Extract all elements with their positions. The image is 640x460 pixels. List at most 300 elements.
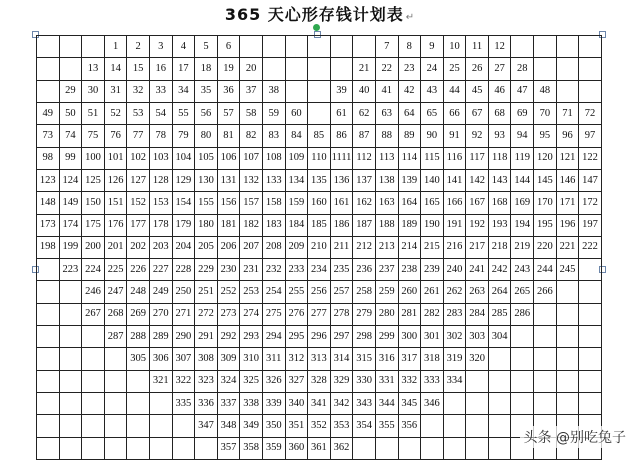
table-cell[interactable] bbox=[511, 370, 534, 392]
table-cell[interactable]: 13 bbox=[82, 58, 105, 80]
table-cell[interactable]: 40 bbox=[353, 80, 376, 102]
table-cell[interactable] bbox=[556, 393, 579, 415]
table-cell[interactable]: 276 bbox=[285, 303, 308, 325]
table-cell[interactable] bbox=[37, 303, 60, 325]
table-cell[interactable]: 15 bbox=[127, 58, 150, 80]
table-cell[interactable]: 162 bbox=[353, 192, 376, 214]
table-cell[interactable]: 18 bbox=[195, 58, 218, 80]
table-cell[interactable]: 362 bbox=[330, 437, 353, 459]
table-cell[interactable]: 323 bbox=[195, 370, 218, 392]
table-cell[interactable]: 349 bbox=[240, 415, 263, 437]
table-cell[interactable]: 172 bbox=[579, 192, 602, 214]
table-cell[interactable]: 303 bbox=[466, 326, 489, 348]
table-cell[interactable]: 58 bbox=[240, 102, 263, 124]
table-cell[interactable]: 32 bbox=[127, 80, 150, 102]
table-cell[interactable]: 86 bbox=[330, 125, 353, 147]
table-cell[interactable]: 163 bbox=[375, 192, 398, 214]
table-cell[interactable]: 244 bbox=[534, 259, 557, 281]
table-cell[interactable]: 357 bbox=[217, 437, 240, 459]
table-cell[interactable]: 350 bbox=[262, 415, 285, 437]
table-cell[interactable]: 313 bbox=[308, 348, 331, 370]
table-cell[interactable]: 81 bbox=[217, 125, 240, 147]
table-cell[interactable]: 322 bbox=[172, 370, 195, 392]
table-cell[interactable] bbox=[104, 437, 127, 459]
table-cell[interactable]: 223 bbox=[59, 259, 82, 281]
table-cell[interactable]: 299 bbox=[375, 326, 398, 348]
table-cell[interactable]: 48 bbox=[534, 80, 557, 102]
table-cell[interactable] bbox=[37, 370, 60, 392]
table-cell[interactable]: 241 bbox=[466, 259, 489, 281]
table-cell[interactable]: 195 bbox=[534, 214, 557, 236]
table-cell[interactable] bbox=[353, 36, 376, 58]
table-cell[interactable]: 314 bbox=[330, 348, 353, 370]
table-cell[interactable]: 251 bbox=[195, 281, 218, 303]
table-cell[interactable]: 332 bbox=[398, 370, 421, 392]
table-cell[interactable] bbox=[556, 348, 579, 370]
table-cell[interactable]: 131 bbox=[217, 169, 240, 191]
table-cell[interactable] bbox=[511, 348, 534, 370]
table-cell[interactable]: 46 bbox=[488, 80, 511, 102]
table-cell[interactable]: 30 bbox=[82, 80, 105, 102]
table-cell[interactable]: 268 bbox=[104, 303, 127, 325]
table-cell[interactable]: 57 bbox=[217, 102, 240, 124]
table-cell[interactable] bbox=[59, 58, 82, 80]
table-cell[interactable]: 70 bbox=[534, 102, 557, 124]
table-cell[interactable]: 168 bbox=[488, 192, 511, 214]
table-cell[interactable]: 176 bbox=[104, 214, 127, 236]
table-cell[interactable]: 88 bbox=[375, 125, 398, 147]
table-cell[interactable] bbox=[59, 415, 82, 437]
table-cell[interactable]: 114 bbox=[398, 147, 421, 169]
table-cell[interactable]: 246 bbox=[82, 281, 105, 303]
table-cell[interactable] bbox=[534, 303, 557, 325]
table-cell[interactable]: 69 bbox=[511, 102, 534, 124]
table-cell[interactable]: 79 bbox=[172, 125, 195, 147]
table-cell[interactable] bbox=[398, 437, 421, 459]
table-cell[interactable]: 216 bbox=[443, 236, 466, 258]
table-cell[interactable]: 194 bbox=[511, 214, 534, 236]
table-cell[interactable]: 170 bbox=[534, 192, 557, 214]
table-cell[interactable]: 133 bbox=[262, 169, 285, 191]
table-cell[interactable]: 156 bbox=[217, 192, 240, 214]
table-cell[interactable]: 100 bbox=[82, 147, 105, 169]
table-cell[interactable] bbox=[534, 393, 557, 415]
table-cell[interactable]: 123 bbox=[37, 169, 60, 191]
table-cell[interactable]: 290 bbox=[172, 326, 195, 348]
table-cell[interactable] bbox=[37, 80, 60, 102]
table-cell[interactable]: 297 bbox=[330, 326, 353, 348]
table-cell[interactable] bbox=[421, 415, 444, 437]
table-cell[interactable]: 273 bbox=[217, 303, 240, 325]
table-cell[interactable]: 10 bbox=[443, 36, 466, 58]
table-cell[interactable]: 227 bbox=[149, 259, 172, 281]
table-cell[interactable] bbox=[104, 393, 127, 415]
table-cell[interactable]: 106 bbox=[217, 147, 240, 169]
table-cell[interactable]: 92 bbox=[466, 125, 489, 147]
table-cell[interactable]: 171 bbox=[556, 192, 579, 214]
table-cell[interactable]: 27 bbox=[488, 58, 511, 80]
table-cell[interactable]: 186 bbox=[330, 214, 353, 236]
table-cell[interactable] bbox=[488, 415, 511, 437]
table-cell[interactable]: 348 bbox=[217, 415, 240, 437]
table-cell[interactable]: 295 bbox=[285, 326, 308, 348]
table-cell[interactable]: 358 bbox=[240, 437, 263, 459]
table-cell[interactable] bbox=[37, 259, 60, 281]
table-cell[interactable]: 309 bbox=[217, 348, 240, 370]
table-cell[interactable]: 157 bbox=[240, 192, 263, 214]
table-cell[interactable]: 55 bbox=[172, 102, 195, 124]
table-cell[interactable]: 235 bbox=[330, 259, 353, 281]
table-cell[interactable]: 218 bbox=[488, 236, 511, 258]
table-cell[interactable]: 76 bbox=[104, 125, 127, 147]
table-cell[interactable]: 360 bbox=[285, 437, 308, 459]
table-cell[interactable]: 142 bbox=[466, 169, 489, 191]
table-cell[interactable]: 178 bbox=[149, 214, 172, 236]
table-cell[interactable]: 302 bbox=[443, 326, 466, 348]
table-cell[interactable]: 36 bbox=[217, 80, 240, 102]
table-cell[interactable]: 1 bbox=[104, 36, 127, 58]
table-cell[interactable]: 16 bbox=[149, 58, 172, 80]
table-cell[interactable]: 236 bbox=[353, 259, 376, 281]
table-cell[interactable]: 278 bbox=[330, 303, 353, 325]
table-cell[interactable]: 77 bbox=[127, 125, 150, 147]
table-cell[interactable]: 184 bbox=[285, 214, 308, 236]
table-cell[interactable]: 274 bbox=[240, 303, 263, 325]
table-cell[interactable]: 258 bbox=[353, 281, 376, 303]
table-cell[interactable]: 183 bbox=[262, 214, 285, 236]
table-cell[interactable] bbox=[37, 437, 60, 459]
table-cell[interactable] bbox=[579, 259, 602, 281]
table-cell[interactable] bbox=[104, 415, 127, 437]
table-cell[interactable]: 144 bbox=[511, 169, 534, 191]
table-cell[interactable]: 129 bbox=[172, 169, 195, 191]
table-cell[interactable]: 343 bbox=[353, 393, 376, 415]
table-cell[interactable]: 177 bbox=[127, 214, 150, 236]
table-cell[interactable]: 116 bbox=[443, 147, 466, 169]
table-cell[interactable]: 78 bbox=[149, 125, 172, 147]
savings-plan-table[interactable] bbox=[36, 35, 602, 460]
table-cell[interactable] bbox=[488, 348, 511, 370]
table-cell[interactable] bbox=[82, 348, 105, 370]
table-cell[interactable]: 161 bbox=[330, 192, 353, 214]
table-cell[interactable]: 51 bbox=[82, 102, 105, 124]
table-cell[interactable]: 127 bbox=[127, 169, 150, 191]
table-cell[interactable]: 215 bbox=[421, 236, 444, 258]
table-cell[interactable]: 134 bbox=[285, 169, 308, 191]
table-cell[interactable] bbox=[556, 80, 579, 102]
table-cell[interactable] bbox=[466, 370, 489, 392]
table-cell[interactable]: 153 bbox=[149, 192, 172, 214]
table-cell[interactable]: 294 bbox=[262, 326, 285, 348]
table-cell[interactable]: 71 bbox=[556, 102, 579, 124]
table-cell[interactable]: 117 bbox=[466, 147, 489, 169]
table-cell[interactable]: 99 bbox=[59, 147, 82, 169]
table-cell[interactable]: 167 bbox=[466, 192, 489, 214]
table-cell[interactable]: 263 bbox=[466, 281, 489, 303]
table-cell[interactable]: 28 bbox=[511, 58, 534, 80]
table-cell[interactable]: 341 bbox=[308, 393, 331, 415]
table-cell[interactable]: 35 bbox=[195, 80, 218, 102]
table-cell[interactable]: 14 bbox=[104, 58, 127, 80]
table-cell[interactable]: 104 bbox=[172, 147, 195, 169]
table-cell[interactable]: 243 bbox=[511, 259, 534, 281]
table-cell[interactable]: 250 bbox=[172, 281, 195, 303]
table-cell[interactable]: 237 bbox=[375, 259, 398, 281]
table-cell[interactable]: 196 bbox=[556, 214, 579, 236]
table-cell[interactable]: 318 bbox=[421, 348, 444, 370]
table-cell[interactable]: 97 bbox=[579, 125, 602, 147]
table-cell[interactable] bbox=[421, 437, 444, 459]
table-cell[interactable] bbox=[556, 370, 579, 392]
table-cell[interactable]: 152 bbox=[127, 192, 150, 214]
table-cell[interactable]: 330 bbox=[353, 370, 376, 392]
table-cell[interactable]: 185 bbox=[308, 214, 331, 236]
table-cell[interactable]: 44 bbox=[443, 80, 466, 102]
table-cell[interactable]: 305 bbox=[127, 348, 150, 370]
table-cell[interactable] bbox=[330, 58, 353, 80]
table-cell[interactable]: 113 bbox=[375, 147, 398, 169]
table-cell[interactable]: 64 bbox=[398, 102, 421, 124]
table-cell[interactable]: 53 bbox=[127, 102, 150, 124]
table-cell[interactable]: 220 bbox=[534, 236, 557, 258]
table-cell[interactable]: 105 bbox=[195, 147, 218, 169]
table-cell[interactable] bbox=[308, 80, 331, 102]
table-cell[interactable]: 128 bbox=[149, 169, 172, 191]
table-cell[interactable]: 39 bbox=[330, 80, 353, 102]
table-cell[interactable] bbox=[262, 58, 285, 80]
table-cell[interactable] bbox=[127, 415, 150, 437]
table-cell[interactable]: 87 bbox=[353, 125, 376, 147]
table-cell[interactable] bbox=[37, 36, 60, 58]
table-cell[interactable] bbox=[488, 393, 511, 415]
table-cell[interactable]: 130 bbox=[195, 169, 218, 191]
table-cell[interactable]: 107 bbox=[240, 147, 263, 169]
table-cell[interactable]: 137 bbox=[353, 169, 376, 191]
table-cell[interactable]: 327 bbox=[285, 370, 308, 392]
table-cell[interactable]: 11 bbox=[466, 36, 489, 58]
table-cell[interactable]: 52 bbox=[104, 102, 127, 124]
table-cell[interactable]: 180 bbox=[195, 214, 218, 236]
table-cell[interactable]: 188 bbox=[375, 214, 398, 236]
table-cell[interactable]: 354 bbox=[353, 415, 376, 437]
table-cell[interactable] bbox=[82, 393, 105, 415]
table-cell[interactable]: 34 bbox=[172, 80, 195, 102]
table-cell[interactable]: 233 bbox=[285, 259, 308, 281]
table-cell[interactable]: 159 bbox=[285, 192, 308, 214]
table-cell[interactable]: 147 bbox=[579, 169, 602, 191]
table-cell[interactable]: 285 bbox=[488, 303, 511, 325]
table-cell[interactable] bbox=[195, 437, 218, 459]
table-cell[interactable]: 262 bbox=[443, 281, 466, 303]
table-cell[interactable]: 201 bbox=[104, 236, 127, 258]
table-cell[interactable]: 68 bbox=[488, 102, 511, 124]
table-cell[interactable]: 23 bbox=[398, 58, 421, 80]
table-cell[interactable]: 345 bbox=[398, 393, 421, 415]
table-cell[interactable] bbox=[466, 393, 489, 415]
table-cell[interactable]: 63 bbox=[375, 102, 398, 124]
table-cell[interactable]: 175 bbox=[82, 214, 105, 236]
table-cell[interactable] bbox=[443, 437, 466, 459]
table-cell[interactable]: 192 bbox=[466, 214, 489, 236]
table-cell[interactable]: 352 bbox=[308, 415, 331, 437]
table-cell[interactable]: 155 bbox=[195, 192, 218, 214]
table-cell[interactable]: 260 bbox=[398, 281, 421, 303]
table-cell[interactable] bbox=[511, 36, 534, 58]
table-cell[interactable]: 102 bbox=[127, 147, 150, 169]
table-cell[interactable]: 347 bbox=[195, 415, 218, 437]
table-cell[interactable]: 61 bbox=[330, 102, 353, 124]
table-cell[interactable]: 247 bbox=[104, 281, 127, 303]
table-cell[interactable] bbox=[262, 36, 285, 58]
table-cell[interactable]: 280 bbox=[375, 303, 398, 325]
table-cell[interactable]: 62 bbox=[353, 102, 376, 124]
table-cell[interactable] bbox=[579, 326, 602, 348]
table-cell[interactable]: 286 bbox=[511, 303, 534, 325]
table-cell[interactable]: 54 bbox=[149, 102, 172, 124]
table-cell[interactable]: 316 bbox=[375, 348, 398, 370]
table-cell[interactable] bbox=[59, 36, 82, 58]
table-cell[interactable]: 279 bbox=[353, 303, 376, 325]
table-cell[interactable]: 121 bbox=[556, 147, 579, 169]
table-cell[interactable]: 47 bbox=[511, 80, 534, 102]
table-cell[interactable]: 256 bbox=[308, 281, 331, 303]
table-cell[interactable]: 255 bbox=[285, 281, 308, 303]
table-cell[interactable] bbox=[82, 370, 105, 392]
table-cell[interactable]: 151 bbox=[104, 192, 127, 214]
table-cell[interactable]: 166 bbox=[443, 192, 466, 214]
table-cell[interactable]: 289 bbox=[149, 326, 172, 348]
table-cell[interactable]: 143 bbox=[488, 169, 511, 191]
table-cell[interactable]: 224 bbox=[82, 259, 105, 281]
table-cell[interactable]: 75 bbox=[82, 125, 105, 147]
table-cell[interactable] bbox=[556, 326, 579, 348]
table-cell[interactable] bbox=[59, 437, 82, 459]
table-cell[interactable] bbox=[579, 80, 602, 102]
table-cell[interactable]: 225 bbox=[104, 259, 127, 281]
table-cell[interactable]: 221 bbox=[556, 236, 579, 258]
table-cell[interactable]: 245 bbox=[556, 259, 579, 281]
table-cell[interactable]: 315 bbox=[353, 348, 376, 370]
table-cell[interactable] bbox=[104, 370, 127, 392]
table-cell[interactable]: 214 bbox=[398, 236, 421, 258]
table-cell[interactable] bbox=[285, 58, 308, 80]
table-cell[interactable]: 150 bbox=[82, 192, 105, 214]
table-cell[interactable]: 335 bbox=[172, 393, 195, 415]
table-cell[interactable]: 232 bbox=[262, 259, 285, 281]
table-cell[interactable] bbox=[443, 415, 466, 437]
table-cell[interactable]: 119 bbox=[511, 147, 534, 169]
table-cell[interactable]: 38 bbox=[262, 80, 285, 102]
table-cell[interactable]: 212 bbox=[353, 236, 376, 258]
table-cell[interactable]: 283 bbox=[443, 303, 466, 325]
table-cell[interactable]: 209 bbox=[285, 236, 308, 258]
table-cell[interactable] bbox=[579, 303, 602, 325]
table-cell[interactable]: 217 bbox=[466, 236, 489, 258]
table-cell[interactable]: 154 bbox=[172, 192, 195, 214]
table-cell[interactable]: 139 bbox=[398, 169, 421, 191]
table-cell[interactable] bbox=[127, 370, 150, 392]
table-cell[interactable] bbox=[330, 36, 353, 58]
table-cell[interactable] bbox=[59, 303, 82, 325]
table-cell[interactable] bbox=[579, 58, 602, 80]
table-cell[interactable]: 8 bbox=[398, 36, 421, 58]
table-cell[interactable]: 189 bbox=[398, 214, 421, 236]
table-cell[interactable]: 311 bbox=[262, 348, 285, 370]
table-cell[interactable] bbox=[443, 393, 466, 415]
table-cell[interactable]: 6 bbox=[217, 36, 240, 58]
table-cell[interactable]: 109 bbox=[285, 147, 308, 169]
table-cell[interactable]: 254 bbox=[262, 281, 285, 303]
table-cell[interactable]: 37 bbox=[240, 80, 263, 102]
table-cell[interactable]: 33 bbox=[149, 80, 172, 102]
table-cell[interactable] bbox=[488, 370, 511, 392]
table-cell[interactable]: 118 bbox=[488, 147, 511, 169]
table-cell[interactable] bbox=[579, 36, 602, 58]
table-cell[interactable]: 193 bbox=[488, 214, 511, 236]
table-cell[interactable]: 187 bbox=[353, 214, 376, 236]
table-cell[interactable]: 5 bbox=[195, 36, 218, 58]
table-cell[interactable]: 20 bbox=[240, 58, 263, 80]
table-cell[interactable]: 182 bbox=[240, 214, 263, 236]
table-cell[interactable]: 140 bbox=[421, 169, 444, 191]
table-cell[interactable]: 264 bbox=[488, 281, 511, 303]
table-cell[interactable]: 259 bbox=[375, 281, 398, 303]
table-cell[interactable] bbox=[534, 370, 557, 392]
table-cell[interactable]: 206 bbox=[217, 236, 240, 258]
table-cell[interactable]: 240 bbox=[443, 259, 466, 281]
table-cell[interactable]: 94 bbox=[511, 125, 534, 147]
table-cell[interactable] bbox=[534, 36, 557, 58]
table-cell[interactable]: 238 bbox=[398, 259, 421, 281]
table-cell[interactable]: 257 bbox=[330, 281, 353, 303]
table-cell[interactable]: 125 bbox=[82, 169, 105, 191]
table-cell[interactable] bbox=[375, 437, 398, 459]
table-cell[interactable]: 1111 bbox=[330, 147, 353, 169]
table-cell[interactable]: 310 bbox=[240, 348, 263, 370]
table-cell[interactable]: 261 bbox=[421, 281, 444, 303]
table-cell[interactable] bbox=[37, 348, 60, 370]
table-cell[interactable]: 361 bbox=[308, 437, 331, 459]
table-cell[interactable]: 239 bbox=[421, 259, 444, 281]
table-cell[interactable]: 301 bbox=[421, 326, 444, 348]
table-cell[interactable]: 45 bbox=[466, 80, 489, 102]
table-cell[interactable]: 73 bbox=[37, 125, 60, 147]
table-cell[interactable] bbox=[59, 326, 82, 348]
table-cell[interactable]: 82 bbox=[240, 125, 263, 147]
table-cell[interactable]: 148 bbox=[37, 192, 60, 214]
table-cell[interactable]: 207 bbox=[240, 236, 263, 258]
table-cell[interactable]: 122 bbox=[579, 147, 602, 169]
table-cell[interactable]: 342 bbox=[330, 393, 353, 415]
table-cell[interactable]: 93 bbox=[488, 125, 511, 147]
table-cell[interactable] bbox=[37, 326, 60, 348]
table-cell[interactable] bbox=[308, 102, 331, 124]
table-cell[interactable]: 83 bbox=[262, 125, 285, 147]
table-cell[interactable]: 4 bbox=[172, 36, 195, 58]
table-cell[interactable]: 80 bbox=[195, 125, 218, 147]
table-cell[interactable]: 291 bbox=[195, 326, 218, 348]
table-cell[interactable]: 203 bbox=[149, 236, 172, 258]
table-cell[interactable]: 287 bbox=[104, 326, 127, 348]
table-cell[interactable]: 229 bbox=[195, 259, 218, 281]
table-cell[interactable]: 321 bbox=[149, 370, 172, 392]
table-cell[interactable]: 336 bbox=[195, 393, 218, 415]
table-cell[interactable] bbox=[59, 393, 82, 415]
table-cell[interactable] bbox=[59, 348, 82, 370]
table-cell[interactable]: 12 bbox=[488, 36, 511, 58]
table-cell[interactable]: 135 bbox=[308, 169, 331, 191]
table-cell[interactable]: 298 bbox=[353, 326, 376, 348]
